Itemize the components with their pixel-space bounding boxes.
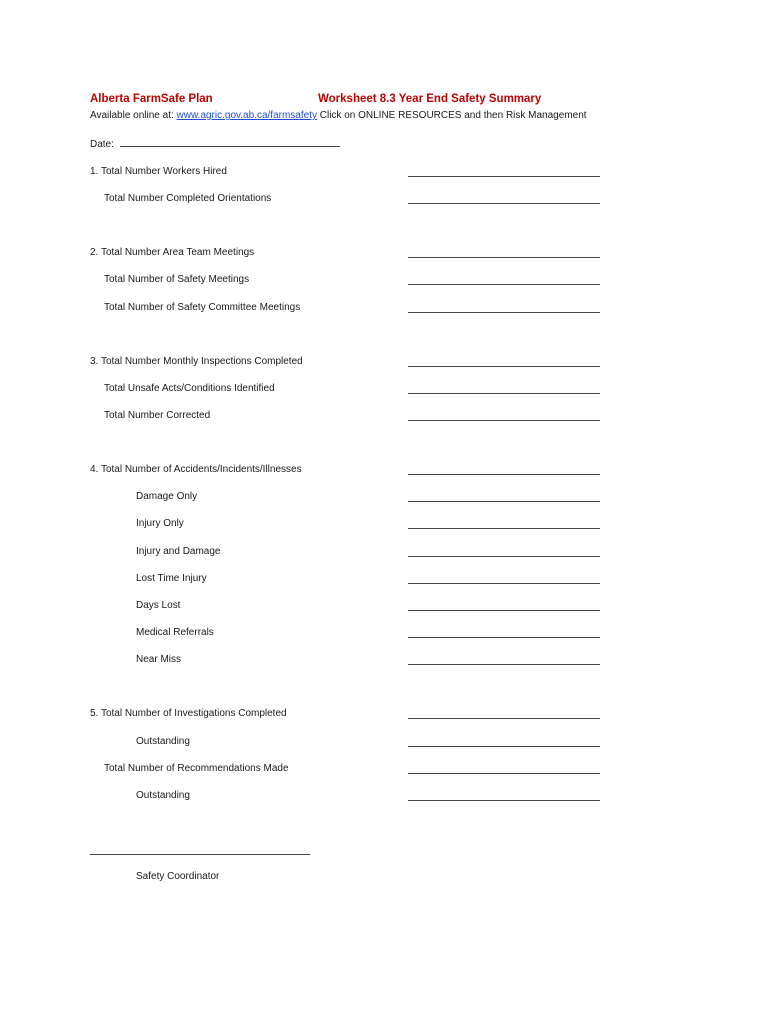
- summary-row: [0, 546, 770, 560]
- summary-row: [0, 736, 770, 750]
- summary-row: [0, 491, 770, 505]
- row-label: Injury and Damage: [136, 546, 221, 557]
- row-label: 4. Total Number of Accidents/Incidents/Illnesses: [90, 464, 302, 475]
- row-answer-field[interactable]: [408, 366, 600, 367]
- summary-row: [0, 410, 770, 424]
- row-answer-field[interactable]: [408, 393, 600, 394]
- row-label: Total Number of Safety Meetings: [104, 274, 250, 285]
- row-label: Damage Only: [136, 491, 198, 502]
- summary-row: [0, 274, 770, 288]
- row-answer-field[interactable]: [408, 556, 600, 557]
- worksheet-title: Worksheet 8.3 Year End Safety Summary: [318, 93, 542, 105]
- row-label: Total Number of Recommendations Made: [104, 763, 289, 774]
- summary-row: [0, 193, 770, 207]
- summary-row: [0, 627, 770, 641]
- online-suffix: Click on ONLINE RESOURCES and then Risk Management: [316, 110, 587, 121]
- row-label: Outstanding: [136, 736, 190, 747]
- row-answer-field[interactable]: [408, 284, 600, 285]
- row-answer-field[interactable]: [408, 312, 600, 313]
- plan-title: Alberta FarmSafe Plan: [90, 93, 213, 105]
- online-prefix: Available online at:: [90, 110, 177, 121]
- row-answer-field[interactable]: [408, 528, 600, 529]
- row-answer-field[interactable]: [408, 637, 600, 638]
- row-answer-field[interactable]: [408, 773, 600, 774]
- row-answer-field[interactable]: [408, 474, 600, 475]
- signature-label: Safety Coordinator: [136, 871, 220, 882]
- row-label: 1. Total Number Workers Hired: [90, 166, 227, 177]
- summary-row: [0, 573, 770, 587]
- row-answer-field[interactable]: [408, 746, 600, 747]
- date-label: Date:: [90, 139, 114, 150]
- signature-field[interactable]: [90, 854, 310, 855]
- row-answer-field[interactable]: [408, 610, 600, 611]
- row-label: Total Unsafe Acts/Conditions Identified: [104, 383, 275, 394]
- summary-row: [0, 302, 770, 316]
- row-label: Days Lost: [136, 600, 181, 611]
- summary-row: [0, 166, 770, 180]
- row-label: 5. Total Number of Investigations Completed: [90, 708, 287, 719]
- row-label: Near Miss: [136, 654, 182, 665]
- farmsafety-link[interactable]: www.agric.gov.ab.ca/farmsafety: [176, 110, 317, 121]
- summary-row: [0, 464, 770, 478]
- date-row: [90, 137, 340, 150]
- date-field[interactable]: [120, 137, 340, 147]
- summary-row: [0, 600, 770, 614]
- summary-row: [0, 518, 770, 532]
- online-availability-line: [90, 110, 587, 121]
- row-label: 3. Total Number Monthly Inspections Completed: [90, 356, 303, 367]
- summary-row: [0, 383, 770, 397]
- summary-row: [0, 763, 770, 777]
- row-answer-field[interactable]: [408, 257, 600, 258]
- summary-row: [0, 356, 770, 370]
- row-answer-field[interactable]: [408, 176, 600, 177]
- summary-row: [0, 654, 770, 668]
- row-answer-field[interactable]: [408, 203, 600, 204]
- row-label: Outstanding: [136, 790, 190, 801]
- row-label: Total Number Corrected: [104, 410, 211, 421]
- row-label: Lost Time Injury: [136, 573, 207, 584]
- summary-row: [0, 708, 770, 722]
- row-label: Injury Only: [136, 518, 184, 529]
- row-answer-field[interactable]: [408, 718, 600, 719]
- row-answer-field[interactable]: [408, 583, 600, 584]
- row-answer-field[interactable]: [408, 800, 600, 801]
- row-label: Total Number Completed Orientations: [104, 193, 272, 204]
- summary-row: [0, 247, 770, 261]
- row-label: Total Number of Safety Committee Meetings: [104, 302, 301, 313]
- row-answer-field[interactable]: [408, 664, 600, 665]
- row-label: 2. Total Number Area Team Meetings: [90, 247, 255, 258]
- row-label: Medical Referrals: [136, 627, 214, 638]
- row-answer-field[interactable]: [408, 420, 600, 421]
- row-answer-field[interactable]: [408, 501, 600, 502]
- summary-row: [0, 790, 770, 804]
